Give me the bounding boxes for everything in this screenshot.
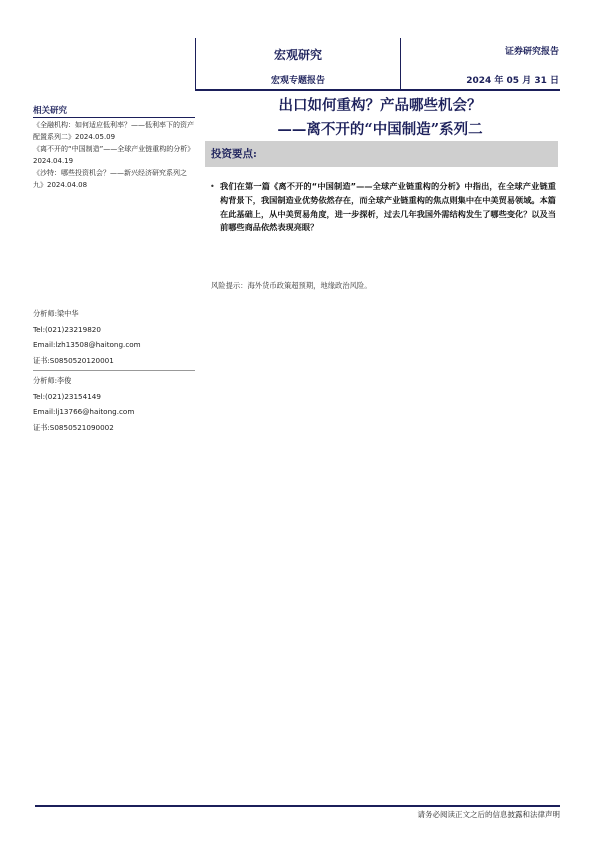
related-research-list <box>33 120 195 192</box>
header-rule <box>195 89 560 91</box>
related-research-item[interactable]: 《沙特：哪些投资机会？——新兴经济研究系列之九》2024.04.08 <box>33 169 187 189</box>
key-points-label: 投资要点: <box>211 148 257 160</box>
analyst-card <box>33 373 195 435</box>
analyst-divider <box>33 370 195 371</box>
analyst-card <box>33 306 195 368</box>
bullet-dot: • <box>210 182 215 191</box>
key-points-banner <box>205 141 558 167</box>
key-points-paragraph: 我们在第一篇《离不开的“中国制造”——全球产业链重构的分析》中指出，在全球产业链重构背景下，我国制造业优势依然存在，而全球产业链重构的焦点则集中在中美贸易领域。本篇在此基础上，从中美贸易角度，进一步探析，过去几年我国外需结构发生了哪些变化？以及当前哪些商品依然表现亮眼？ <box>220 181 556 233</box>
analyst-list <box>33 306 195 435</box>
analyst-email[interactable]: Email:lj13766@haitong.com <box>33 407 135 416</box>
analyst-cert: 证书:S0850521090002 <box>33 422 114 432</box>
header-title: 宏观研究 <box>273 48 322 62</box>
analyst-name: 分析师:梁中华 <box>33 309 79 318</box>
footer-disclaimer[interactable]: 请务必阅读正文之后的信息披露和法律声明 <box>417 810 560 819</box>
report-date: 2024 年 05 月 31 日 <box>466 76 559 86</box>
footer-rule <box>35 805 560 807</box>
analyst-cert: 证书:S0850520120001 <box>33 355 114 365</box>
risk-warning: 风险提示：海外货币政策超预期，地缘政治风险。 <box>211 281 372 290</box>
related-research-item[interactable]: 《全融机构：如何适应低利率？——低利率下的资产配置系列二》2024.05.09 <box>33 121 194 141</box>
sidebar-rule <box>33 117 195 118</box>
analyst-tel: Tel:(021)23219820 <box>33 324 101 334</box>
report-title-line2: ——离不开的“中国制造”系列二 <box>277 121 483 138</box>
analyst-name: 分析师:李俊 <box>33 376 72 385</box>
related-research-item[interactable]: 《离不开的“中国制造”——全球产业链重构的分析》2024.04.19 <box>33 145 195 165</box>
report-type: 证券研究报告 <box>504 47 559 57</box>
analyst-tel: Tel:(021)23154149 <box>33 391 101 401</box>
report-title-line1: 出口如何重构？产品哪些机会？ <box>278 97 482 114</box>
related-research-heading: 相关研究 <box>33 106 68 116</box>
analyst-email[interactable]: Email:lzh13508@haitong.com <box>33 340 141 349</box>
header-subtitle: 宏观专题报告 <box>270 76 325 86</box>
